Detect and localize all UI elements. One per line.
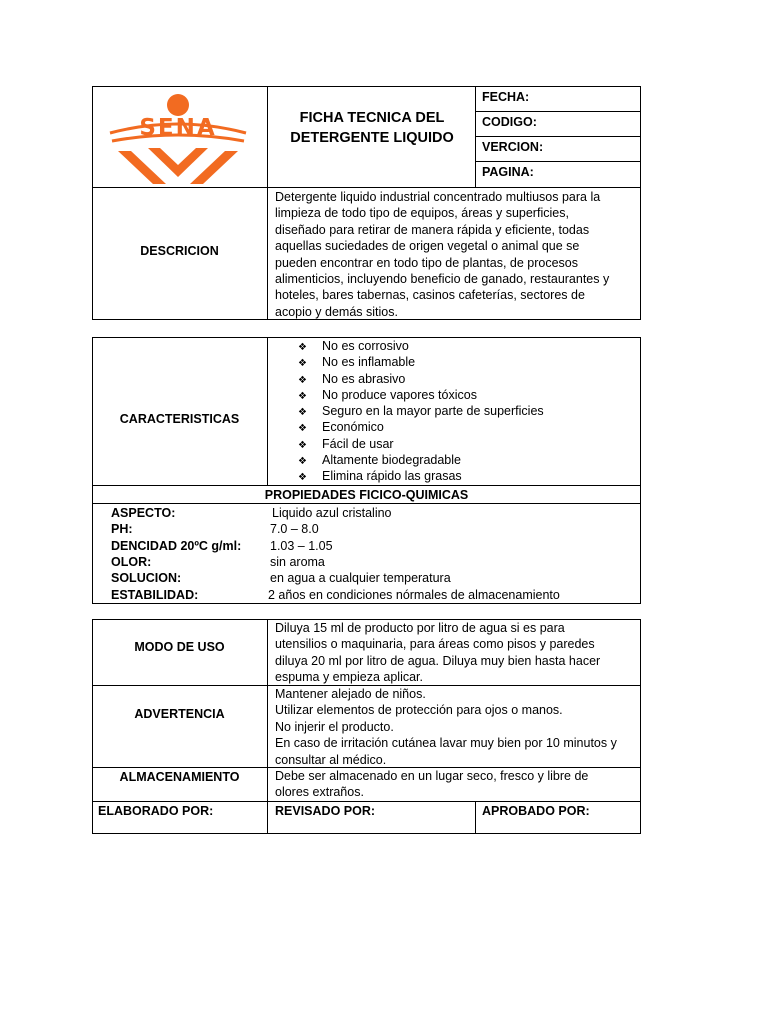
property-value: Liquido azul cristalino xyxy=(272,506,392,520)
diamond-bullet-icon: ❖ xyxy=(298,456,307,468)
list-item: ❖ No es corrosivo xyxy=(298,338,544,354)
diamond-bullet-icon: ❖ xyxy=(298,358,307,370)
field-fecha: FECHA: xyxy=(482,90,530,104)
property-label: OLOR: xyxy=(111,555,152,569)
warning-text: Mantener alejado de niños. Utilizar elementos de protección para ojos o manos. No injerir el producto. En caso de irritación cutánea lavar muy bien por 10 minutos y consultar al médico. xyxy=(275,687,617,767)
property-label: DENCIDAD 20ºC g/ml: xyxy=(111,539,242,553)
property-label: ESTABILIDAD: xyxy=(111,588,199,602)
prepared-by-label: ELABORADO POR: xyxy=(98,804,214,818)
list-item: ❖ No es abrasivo xyxy=(298,371,544,387)
reviewed-by-label: REVISADO POR: xyxy=(275,804,376,818)
description-text: Detergente liquido industrial concentrado multiusos para la limpieza de todo tipo de equipos, áreas y superficies, diseñado para retirar de manera rápida y eficiente, todas aquellas suciedades de origen vegetal o animal que se pueden encontrar en todo tipo de plantas, de procesos alimenticios, incluyendo beneficio de ganado, restaurantes y hoteles, bares tabernas, casinos cafeterías, sectores de acopio y demás sitios. xyxy=(275,190,610,319)
usage-label: MODO DE USO xyxy=(134,640,225,654)
diamond-bullet-icon: ❖ xyxy=(298,342,307,353)
property-label: ASPECTO: xyxy=(111,506,176,520)
warning-label: ADVERTENCIA xyxy=(134,707,225,721)
properties-heading: PROPIEDADES FICICO-QUIMICAS xyxy=(264,488,469,502)
property-value: 2 años en condiciones nórmales de almacenamiento xyxy=(268,588,560,602)
list-item: ❖ No produce vapores tóxicos xyxy=(298,387,544,403)
svg-text:SENA: SENA xyxy=(139,115,217,141)
diamond-bullet-icon: ❖ xyxy=(298,439,307,451)
storage-label: ALMACENAMIENTO xyxy=(119,770,240,784)
field-pagina: PAGINA: xyxy=(482,165,534,179)
diamond-bullet-icon: ❖ xyxy=(298,472,307,484)
diamond-bullet-icon: ❖ xyxy=(298,423,307,435)
characteristics-list xyxy=(298,338,544,485)
approved-by-label: APROBADO POR: xyxy=(482,804,590,818)
sena-logo xyxy=(108,93,248,185)
characteristics-label: CARACTERISTICAS xyxy=(119,412,240,426)
field-vercion: VERCION: xyxy=(482,140,544,154)
property-value: 1.03 – 1.05 xyxy=(270,539,333,553)
list-item: ❖ Económico xyxy=(298,419,544,435)
diamond-bullet-icon: ❖ xyxy=(298,407,307,419)
property-label: PH: xyxy=(111,522,133,536)
list-item: ❖ Seguro en la mayor parte de superficies xyxy=(298,403,544,419)
list-item: ❖ Altamente biodegradable xyxy=(298,452,544,468)
usage-text: Diluya 15 ml de producto por litro de agua si es para utensilios o maquinaria, para áreas como pisos y paredes diluya 20 ml por litro de agua. Diluya muy bien hasta hacer espuma y empieza aplicar. xyxy=(275,621,601,685)
document-title: FICHA TECNICA DEL DETERGENTE LIQUIDO xyxy=(290,110,454,146)
list-item: ❖ No es inflamable xyxy=(298,354,544,370)
description-label: DESCRICION xyxy=(140,244,219,258)
storage-text: Debe ser almacenado en un lugar seco, fresco y libre de olores extraños. xyxy=(275,769,589,800)
field-codigo: CODIGO: xyxy=(482,115,537,129)
list-item: ❖ Fácil de usar xyxy=(298,436,544,452)
property-value: en agua a cualquier temperatura xyxy=(270,571,451,585)
property-label: SOLUCION: xyxy=(111,571,182,585)
property-value: sin aroma xyxy=(270,555,325,569)
property-value: 7.0 – 8.0 xyxy=(270,522,319,536)
diamond-bullet-icon: ❖ xyxy=(298,390,307,402)
diamond-bullet-icon: ❖ xyxy=(298,374,307,386)
list-item: ❖ Elimina rápido las grasas xyxy=(298,468,544,484)
